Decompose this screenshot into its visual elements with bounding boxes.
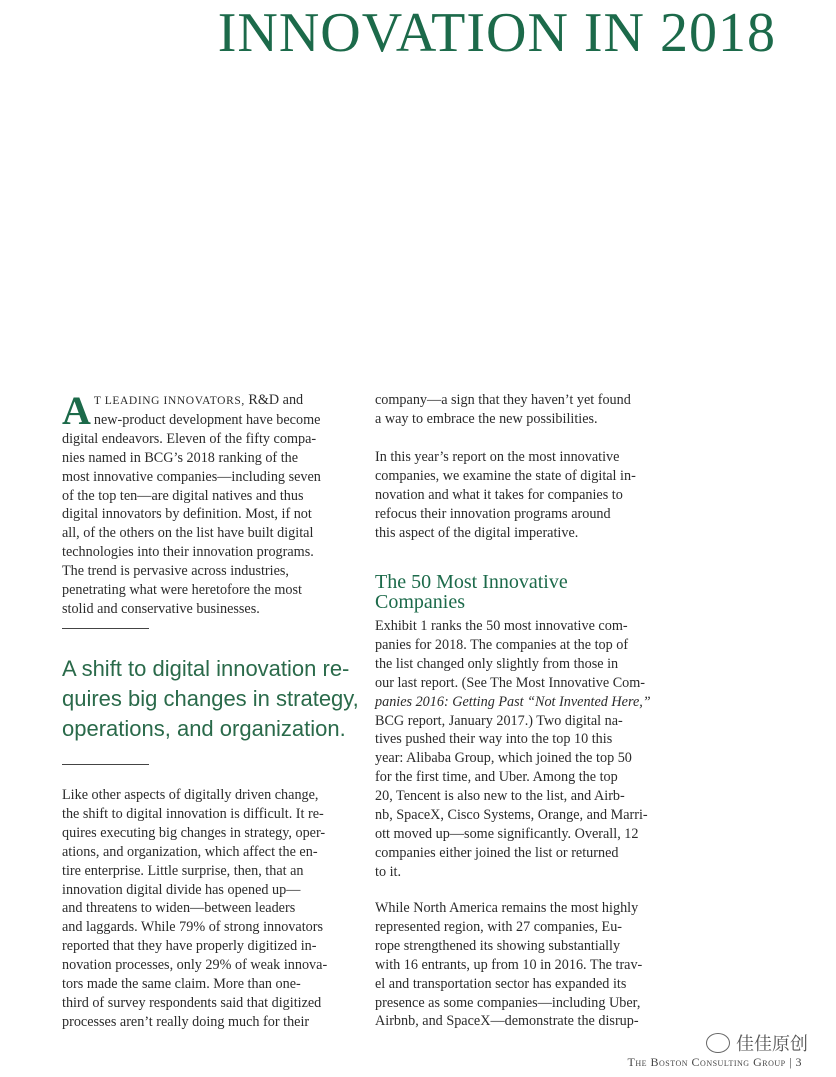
body-paragraph <box>375 899 675 1031</box>
text-line: novation and what it takes for companies to <box>375 486 623 503</box>
text-line: tors made the same claim. More than one- <box>62 976 301 993</box>
text-line: represented region, with 27 companies, Eu- <box>375 918 623 935</box>
text-line: Like other aspects of digitally driven change, <box>62 787 319 803</box>
text-line: the shift to digital innovation is difficult. It re- <box>62 805 324 822</box>
heading-line: The 50 Most Innovative <box>375 571 568 593</box>
text-line: nb, SpaceX, Cisco Systems, Orange, and Marri- <box>375 807 648 824</box>
text-line: presence as some companies—including Uber, <box>375 994 641 1011</box>
text-line: a way to embrace the new possibilities. <box>375 410 598 427</box>
text-line: While North America remains the most highly <box>375 900 639 916</box>
watermark-text: 佳佳原创 <box>736 1034 808 1055</box>
text-line: novation processes, only 29% of weak innova- <box>62 957 328 974</box>
watermark <box>706 1030 808 1056</box>
body-paragraph <box>375 448 675 543</box>
text-line: and threatens to widen—between leaders <box>62 900 296 917</box>
body-paragraph <box>375 617 675 882</box>
text-line: digital endeavors. Eleven of the fifty compa- <box>62 430 317 447</box>
text-line: R&D and <box>244 392 304 408</box>
text-line: el and transportation sector has expanded its <box>375 975 627 992</box>
text-line: quires executing big changes in strategy, oper- <box>62 824 326 841</box>
page-number: 3 <box>795 1055 802 1069</box>
text-line: companies either joined the list or returned <box>375 844 619 861</box>
text-line: and laggards. While 79% of strong innovators <box>62 919 323 936</box>
publisher-name: The Boston Consulting Group <box>627 1055 786 1069</box>
text-line: this aspect of the digital imperative. <box>375 524 579 541</box>
wechat-icon <box>706 1033 730 1053</box>
text-line: Exhibit 1 ranks the 50 most innovative com- <box>375 618 628 634</box>
body-paragraph <box>62 786 362 1032</box>
text-line: company—a sign that they haven’t yet found <box>375 392 631 408</box>
pull-quote <box>62 654 362 744</box>
text-line: for the first time, and Uber. Among the top <box>375 769 618 786</box>
section-heading <box>375 572 568 612</box>
text-line: innovation digital divide has opened up— <box>62 881 301 898</box>
pull-quote-line: operations, and organization. <box>62 716 346 741</box>
text-line: ott moved up—some significantly. Overall, 12 <box>375 825 639 842</box>
pullquote-rule-bottom <box>62 764 149 765</box>
text-line: to it. <box>375 863 402 880</box>
text-line: most innovative companies—including seven <box>62 468 321 485</box>
text-line: with 16 entrants, up from 10 in 2016. The trav- <box>375 956 643 973</box>
pullquote-rule-top <box>62 628 149 629</box>
pull-quote-line: quires big changes in strategy, <box>62 686 359 711</box>
text-line: year: Alibaba Group, which joined the top 50 <box>375 750 632 767</box>
text-line: stolid and conservative businesses. <box>62 600 260 617</box>
heading-line: Companies <box>375 591 465 613</box>
intro-paragraph <box>62 388 360 619</box>
text-line: 20, Tencent is also new to the list, and Airb- <box>375 788 625 805</box>
lead-in-smallcaps: T LEADING INNOVATORS, <box>93 395 245 407</box>
text-line: panies for 2018. The companies at the top of <box>375 636 629 653</box>
text-line: technologies into their innovation programs. <box>62 544 314 561</box>
text-line: nies named in BCG’s 2018 ranking of the <box>62 449 299 466</box>
text-line: rope strengthened its showing substantially <box>375 937 621 954</box>
text-line: processes aren’t really doing much for their <box>62 1013 310 1030</box>
text-line: of the top ten—are digital natives and thus <box>62 487 304 504</box>
text-line: companies, we examine the state of digital in- <box>375 467 636 484</box>
text-line: BCG report, January 2017.) Two digital na- <box>375 712 623 729</box>
page-footer <box>628 1055 802 1070</box>
text-line: our last report. (See The Most Innovative Com- <box>375 674 646 691</box>
text-line: all, of the others on the list have built digital <box>62 525 314 542</box>
text-line: reported that they have properly digitized in- <box>62 938 317 955</box>
text-line: tire enterprise. Little surprise, then, that an <box>62 862 304 879</box>
text-line: penetrating what were heretofore the most <box>62 582 302 599</box>
footer-separator: | <box>789 1055 792 1069</box>
pull-quote-line: A shift to digital innovation re- <box>62 656 350 681</box>
drop-cap: A <box>62 388 91 433</box>
page-title: INNOVATION IN 2018 <box>217 2 776 64</box>
body-paragraph <box>375 391 673 429</box>
text-line: new-product development have become <box>93 411 321 428</box>
text-line: Airbnb, and SpaceX—demonstrate the disrup- <box>375 1013 639 1030</box>
text-line: the list changed only slightly from those in <box>375 655 619 672</box>
text-line: tives pushed their way into the top 10 this <box>375 731 613 748</box>
text-line: refocus their innovation programs around <box>375 505 611 522</box>
text-line: ations, and organization, which affect the en- <box>62 843 318 860</box>
intro-text <box>62 388 360 619</box>
text-line: digital innovators by definition. Most, if not <box>62 506 312 523</box>
text-line: In this year’s report on the most innovative <box>375 449 620 465</box>
text-line: third of survey respondents said that digitized <box>62 994 322 1011</box>
text-line: panies 2016: Getting Past “Not Invented Here,” <box>375 693 651 710</box>
text-line: The trend is pervasive across industries, <box>62 563 289 580</box>
